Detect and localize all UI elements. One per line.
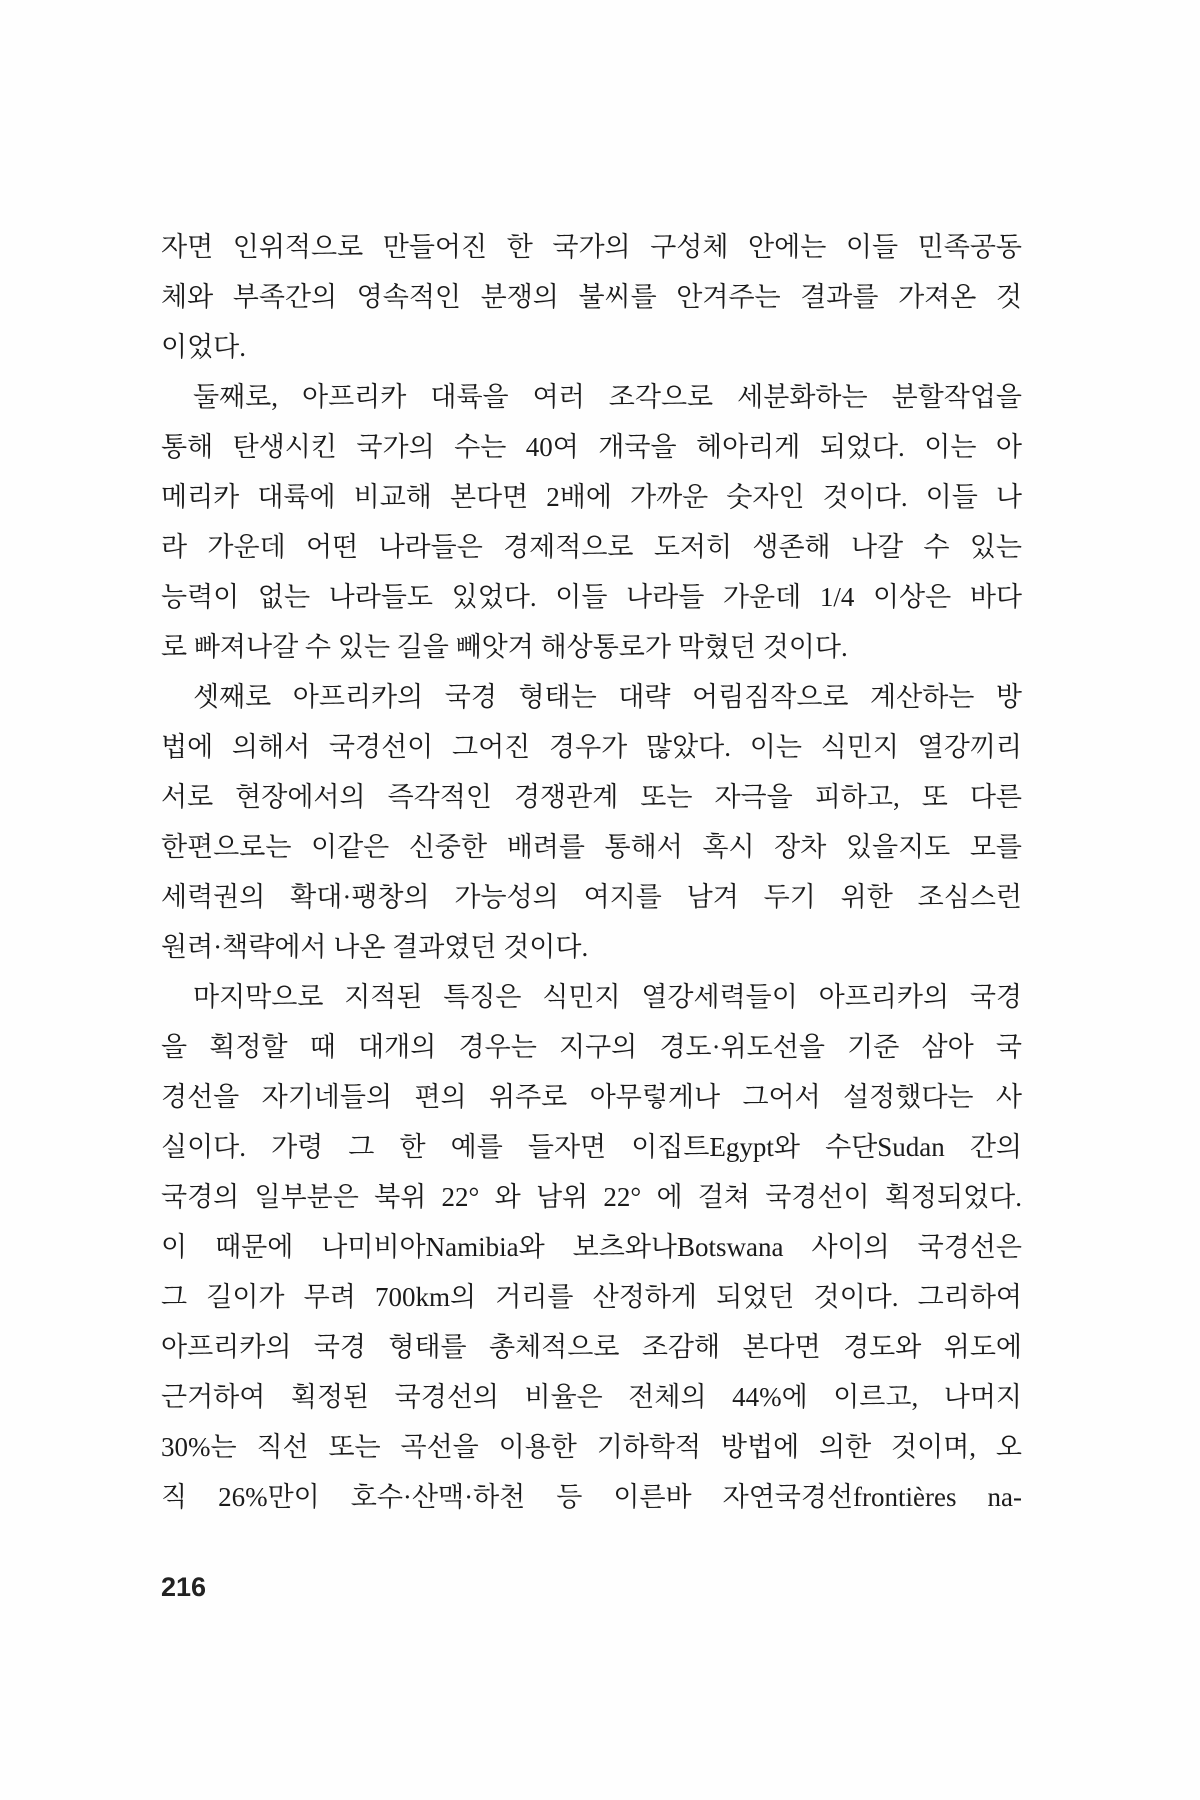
text-line: 자면 인위적으로 만들어진 한 국가의 구성체 안에는 이들 민족공동: [161, 232, 1022, 262]
page-number: 216: [161, 1572, 207, 1602]
text-line: 세력권의 확대·팽창의 가능성의 여지를 남겨 두기 위한 조심스런: [161, 882, 1022, 912]
text-line: 셋째로 아프리카의 국경 형태는 대략 어림짐작으로 계산하는 방: [193, 682, 1022, 712]
text-line: 그 길이가 무려 700km의 거리를 산정하게 되었던 것이다. 그리하여: [161, 1282, 1022, 1312]
text-line: 국경의 일부분은 북위 22° 와 남위 22° 에 걸쳐 국경선이 획정되었다.: [161, 1182, 1022, 1212]
text-line: 한편으로는 이같은 신중한 배려를 통해서 혹시 장차 있을지도 모를: [161, 832, 1022, 862]
text-line: 능력이 없는 나라들도 있었다. 이들 나라들 가운데 1/4 이상은 바다: [161, 582, 1022, 612]
text-line: 원려·책략에서 나온 결과였던 것이다.: [161, 932, 589, 962]
text-line: 실이다. 가령 그 한 예를 들자면 이집트Egypt와 수단Sudan 간의: [161, 1132, 1022, 1162]
body-text: [161, 222, 1022, 1522]
text-line: 체와 부족간의 영속적인 분쟁의 불씨를 안겨주는 결과를 가져온 것: [161, 282, 1022, 312]
text-line: 30%는 직선 또는 곡선을 이용한 기하학적 방법에 의한 것이며, 오: [161, 1432, 1022, 1462]
paragraph-fourth: [161, 972, 1022, 1522]
text-line: 둘째로, 아프리카 대륙을 여러 조각으로 세분화하는 분할작업을: [193, 382, 1022, 412]
text-line: 을 획정할 때 대개의 경우는 지구의 경도·위도선을 기준 삼아 국: [161, 1032, 1022, 1062]
paragraph-second: [161, 372, 1022, 672]
text-line: 아프리카의 국경 형태를 총체적으로 조감해 본다면 경도와 위도에: [161, 1332, 1022, 1362]
text-line: 메리카 대륙에 비교해 본다면 2배에 가까운 숫자인 것이다. 이들 나: [161, 482, 1022, 512]
text-line: 이 때문에 나미비아Namibia와 보츠와나Botswana 사이의 국경선은: [161, 1232, 1022, 1262]
text-line: 통해 탄생시킨 국가의 수는 40여 개국을 헤아리게 되었다. 이는 아: [161, 432, 1022, 462]
text-line: 법에 의해서 국경선이 그어진 경우가 많았다. 이는 식민지 열강끼리: [161, 732, 1022, 762]
text-line: 근거하여 획정된 국경선의 비율은 전체의 44%에 이르고, 나머지: [161, 1382, 1022, 1412]
text-line: 직 26%만이 호수·산맥·하천 등 이른바 자연국경선frontières na-: [161, 1482, 1022, 1512]
paragraph-third: [161, 672, 1022, 972]
text-line: 서로 현장에서의 즉각적인 경쟁관계 또는 자극을 피하고, 또 다른: [161, 782, 1022, 812]
text-line: 이었다.: [161, 332, 246, 362]
paragraph-continued: [161, 222, 1022, 372]
text-line: 마지막으로 지적된 특징은 식민지 열강세력들이 아프리카의 국경: [193, 982, 1022, 1012]
text-line: 경선을 자기네들의 편의 위주로 아무렇게나 그어서 설정했다는 사: [161, 1082, 1022, 1112]
text-line: 로 빠져나갈 수 있는 길을 빼앗겨 해상통로가 막혔던 것이다.: [161, 632, 848, 662]
text-line: 라 가운데 어떤 나라들은 경제적으로 도저히 생존해 나갈 수 있는: [161, 532, 1022, 562]
